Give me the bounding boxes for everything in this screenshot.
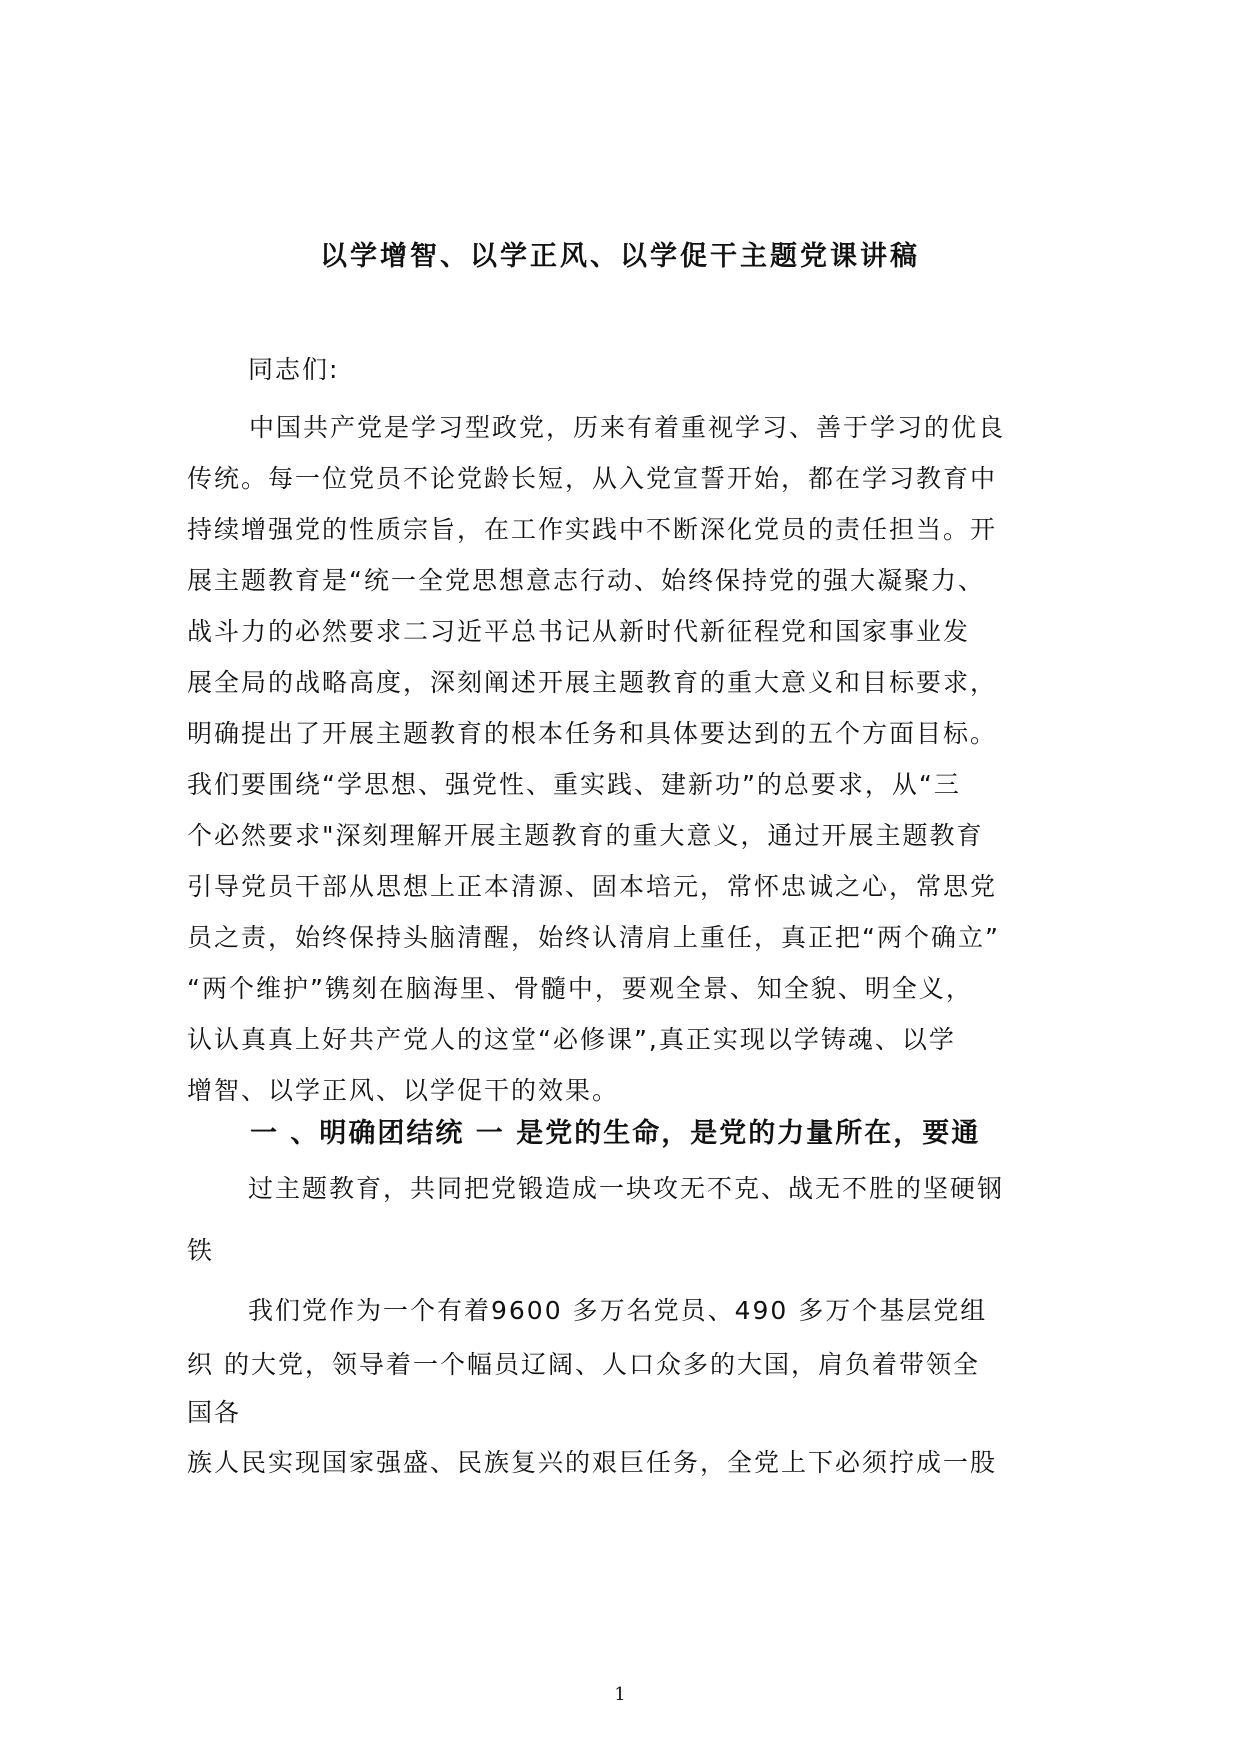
section-heading-end: 铁 [187, 1236, 215, 1265]
paragraph-line: 持续增强党的性质宗旨，在工作实践中不断深化党员的责任担当。开 [187, 515, 998, 544]
paragraph-2-line-2: 织 的大党，领导着一个幅员辽阔、人口众多的大国，肩负着带领全 [187, 1350, 980, 1379]
paragraph-line: 增智、以学正风、以学促干的效果。 [187, 1076, 620, 1105]
paragraph-line: 引导党员干部从思想上正本清源、固本培元，常怀忠诚之心，常思党 [187, 872, 998, 901]
paragraph-line: “两个维护”镌刻在脑海里、骨髓中，要观全景、知全貌、明全义， [187, 974, 973, 1003]
paragraph-line: 传统。每一位党员不论党龄长短，从入党宣誓开始，都在学习教育中 [187, 464, 998, 493]
paragraph-line: 个必然要求"深刻理解开展主题教育的重大意义，通过开展主题教育 [187, 821, 984, 850]
paragraph-line: 明确提出了开展主题教育的根本任务和具体要达到的五个方面目标。 [187, 719, 998, 748]
paragraph-line: 展全局的战略高度，深刻阐述开展主题教育的重大意义和目标要求， [187, 668, 998, 697]
section-heading-continued: 过主题教育，共同把党锻造成一块攻无不克、战无不胜的坚硬钢 [248, 1174, 1005, 1203]
paragraph-intro [187, 402, 1067, 1116]
paragraph-2-line-4: 族人民实现国家强盛、民族复兴的艰巨任务，全党上下必须拧成一股 [187, 1448, 998, 1477]
paragraph-line: 展主题教育是“统一全党思想意志行动、始终保持党的强大凝聚力、 [187, 566, 985, 595]
paragraph-line: 我们要围绕“学思想、强党性、重实践、建新功”的总要求，从“三 [187, 770, 961, 799]
page-number: 1 [614, 1684, 626, 1705]
section-heading-1: 一 、明确团结统 一 是党的生命，是党的力量所在，要通 [250, 1118, 981, 1149]
greeting: 同志们: [248, 355, 340, 384]
paragraph-line: 中国共产党是学习型政党，历来有着重视学习、善于学习的优良 [249, 413, 1006, 442]
paragraph-line: 员之责，始终保持头脑清醒，始终认清肩上重任，真正把“两个确立” [187, 923, 1000, 952]
paragraph-2-line-1: 我们党作为一个有着9600 多万名党员、490 多万个基层党组 [248, 1296, 988, 1325]
document-title: 以学增智、以学正风、以学促干主题党课讲稿 [320, 241, 920, 272]
paragraph-line: 认认真真上好共产党人的这堂“必修课”,真正实现以学铸魂、以学 [187, 1025, 956, 1054]
paragraph-2-line-3: 国各 [187, 1398, 242, 1427]
paragraph-line: 战斗力的必然要求二习近平总书记从新时代新征程党和国家事业发 [187, 617, 971, 646]
